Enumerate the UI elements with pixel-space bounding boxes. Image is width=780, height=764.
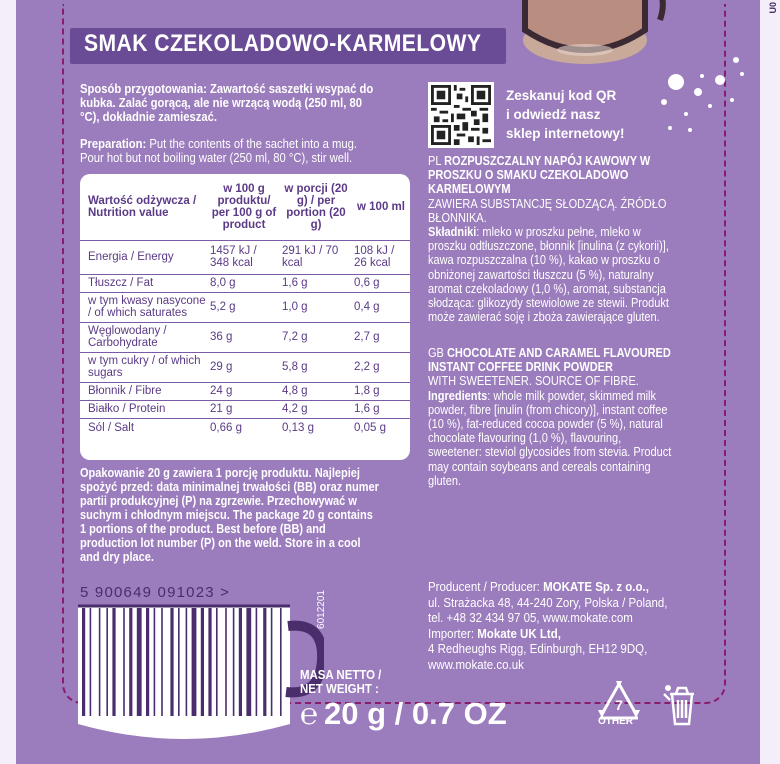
qr-code-icon[interactable] <box>428 82 494 148</box>
nutrient-portion: 1,0 g <box>280 292 352 322</box>
nutrient-portion: 291 kJ / 70 kcal <box>280 240 352 274</box>
package-info-text: Opakowanie 20 g zawiera 1 porcję produktu. Najlepiej spożyć przed: data minimalnej trwałości (BB) oraz numer partii produkcyjnej (P) na zgrzewie. Przechowywać w suchym i chłodnym miejscu. The package 20 g contains 1 portions of the product. Best before (BB) and production lot number (P) on the weld. Store in a cool and dry place. <box>80 466 379 564</box>
dispose-in-bin-icon <box>660 682 704 728</box>
qr-caption <box>506 86 646 143</box>
table-row <box>80 240 410 274</box>
gb-prefix: GB <box>428 346 447 360</box>
nutrient-per100ml: 0,4 g <box>352 292 410 322</box>
nutrition-table <box>80 174 410 438</box>
gb-ingredients: : whole milk powder, skimmed milk powder, fibre [inulin (from chicory)], instant coffee (10 %), fat-reduced cocoa powder (5 %), natural chocolate flavouring (1,0 %), flavouring, sweetener: steviol glycosides from stevia. Product may contain soybeans and cereals containing gluten. <box>428 388 672 488</box>
nutrient-label: w tym kwasy nasycone / of which saturates <box>80 292 208 322</box>
nutrient-portion: 0,13 g <box>280 418 352 438</box>
nutrient-label: Energia / Energy <box>80 240 208 274</box>
pl-ingredients-label: Składniki <box>428 225 477 240</box>
pl-ingredients: : mleko w proszku pełne, mleko w proszku odtłuszczone, błonnik [inulina (z cykorii)], kawa rozpuszczalna (10 %), kakao w proszku o obniżonej zawartości tłuszczu (5 %), naturalny aromat czekoladowy (1,0 %), aromat, substancja słodząca: glikozydy stewiolowe ze stewii. Produkt może zawierać soję i zboża zawierające gluten. <box>428 225 669 325</box>
nutrition-header-per100ml: w 100 ml <box>357 200 405 213</box>
right-edge-strip <box>760 0 780 764</box>
nutrient-label: Białko / Protein <box>80 400 208 418</box>
nutrient-per100: 24 g <box>208 382 280 400</box>
preparation-pl <box>80 82 377 124</box>
barcode-number: 5 900649 091023 > <box>80 584 231 601</box>
product-flavour-title: SMAK CZEKOLADOWO-KARMELOWY <box>84 30 482 57</box>
left-edge-strip <box>0 0 16 764</box>
qr-caption-line: Zeskanuj kod QR <box>506 88 617 103</box>
decorative-dots <box>640 40 750 140</box>
nutrient-per100ml: 108 kJ / 26 kcal <box>352 240 410 274</box>
nutrient-per100: 21 g <box>208 400 280 418</box>
producer-label: Producent / Producer: <box>428 580 544 594</box>
nutrient-label: Sól / Salt <box>80 418 208 438</box>
net-weight <box>300 696 507 732</box>
barcode-mug-illustration <box>74 604 324 744</box>
nutrient-per100ml: 2,7 g <box>352 322 410 352</box>
table-row <box>80 322 410 352</box>
net-weight-label <box>300 668 381 696</box>
net-weight-value: 20 g / 0.7 OZ <box>324 696 507 731</box>
table-row <box>80 352 410 382</box>
nutrient-label: Tłuszcz / Fat <box>80 274 208 292</box>
net-weight-label-pl: MASA NETTO / <box>300 667 382 682</box>
gb-description <box>428 346 678 488</box>
nutrient-label: Błonnik / Fibre <box>80 382 208 400</box>
gb-title: CHOCOLATE AND CARAMEL FLAVOURED INSTANT COFFEE DRINK POWDER <box>428 346 671 375</box>
table-row <box>80 382 410 400</box>
importer-address: 4 Redheughs Rigg, Edinburgh, EH12 9DQ, <box>428 642 648 657</box>
pl-subtitle: ZAWIERA SUBSTANCJĘ SŁODZĄCĄ. ŹRÓDŁO BŁONNIKA. <box>428 196 667 225</box>
estimated-sign-icon: ℮ <box>300 698 319 731</box>
importer-label: Importer: <box>428 626 478 641</box>
nutrient-per100ml: 0,6 g <box>352 274 410 292</box>
nutrient-per100ml: 1,6 g <box>352 400 410 418</box>
preparation-en-text: Put the contents of the sachet into a mug. Pour hot but not boiling water (250 ml, 80 °C), stir well. <box>80 137 358 165</box>
nutrient-per100: 0,66 g <box>208 418 280 438</box>
table-row <box>80 400 410 418</box>
recycle-number: 7 <box>615 697 623 713</box>
pl-title: ROZPUSZCZALNY NAPÓJ KAWOWY W PROSZKU O SMAKU CZEKOLADOWO KARMELOWYM <box>428 154 651 197</box>
nutrition-header-per100: w 100 g produktu/ per 100 g of product <box>211 182 277 231</box>
pl-description <box>428 154 678 324</box>
nutrient-per100ml: 0,05 g <box>352 418 410 438</box>
nutrient-per100ml: 1,8 g <box>352 382 410 400</box>
table-row <box>80 418 410 438</box>
nutrient-portion: 5,8 g <box>280 352 352 382</box>
qr-caption-line: i odwiedź nasz <box>506 107 601 122</box>
producer-contact: tel. +48 32 434 97 05, www.mokate.com <box>428 611 633 626</box>
nutrient-per100: 29 g <box>208 352 280 382</box>
producer-address: ul. Strażacka 48, 44-240 Zory, Polska / Poland, <box>428 595 668 610</box>
preparation-en <box>80 137 377 165</box>
nutrition-header-portion: w porcji (20 g) / per portion (20 g) <box>284 182 348 231</box>
nutrient-portion: 7,2 g <box>280 322 352 352</box>
net-weight-label-en: NET WEIGHT : <box>300 681 379 696</box>
nutrition-table-box <box>80 174 410 460</box>
importer-name: Mokate UK Ltd, <box>477 626 561 641</box>
gb-ingredients-label: Ingredients <box>428 388 488 403</box>
nutrient-portion: 1,6 g <box>280 274 352 292</box>
nutrient-per100: 1457 kJ / 348 kcal <box>208 240 280 274</box>
producer-info <box>428 580 695 674</box>
gb-subtitle: WITH SWEETENER. SOURCE OF FIBRE. <box>428 374 639 389</box>
side-code: U0 <box>768 2 778 14</box>
producer-name: MOKATE Sp. z o.o., <box>543 580 649 594</box>
importer-website: www.mokate.co.uk <box>428 657 524 672</box>
preparation-pl-label: Sposób przygotowania: <box>80 82 207 96</box>
nutrient-portion: 4,8 g <box>280 382 352 400</box>
lot-code: 6012201 <box>316 590 327 629</box>
recycle-label: OTHER <box>598 716 633 727</box>
nutrient-per100: 5,2 g <box>208 292 280 322</box>
preparation-pl-text: Zawartość saszetki wsypać do kubka. Zalać gorącą, ale nie wrzącą wodą (250 ml, 80 °C), dokładnie zamieszać. <box>80 82 374 124</box>
nutrient-per100: 36 g <box>208 322 280 352</box>
nutrient-label: w tym cukry / of which sugars <box>80 352 208 382</box>
nutrient-portion: 4,2 g <box>280 400 352 418</box>
preparation-en-label: Preparation: <box>80 137 147 151</box>
pl-prefix: PL <box>428 154 445 168</box>
table-row <box>80 274 410 292</box>
nutrient-per100ml: 2,2 g <box>352 352 410 382</box>
qr-caption-line: sklep internetowy! <box>506 126 625 141</box>
nutrient-label: Węglowodany / Carbohydrate <box>80 322 208 352</box>
nutrition-header-label: Wartość odżywcza / Nutrition value <box>88 194 197 219</box>
nutrient-per100: 8,0 g <box>208 274 280 292</box>
table-row <box>80 292 410 322</box>
